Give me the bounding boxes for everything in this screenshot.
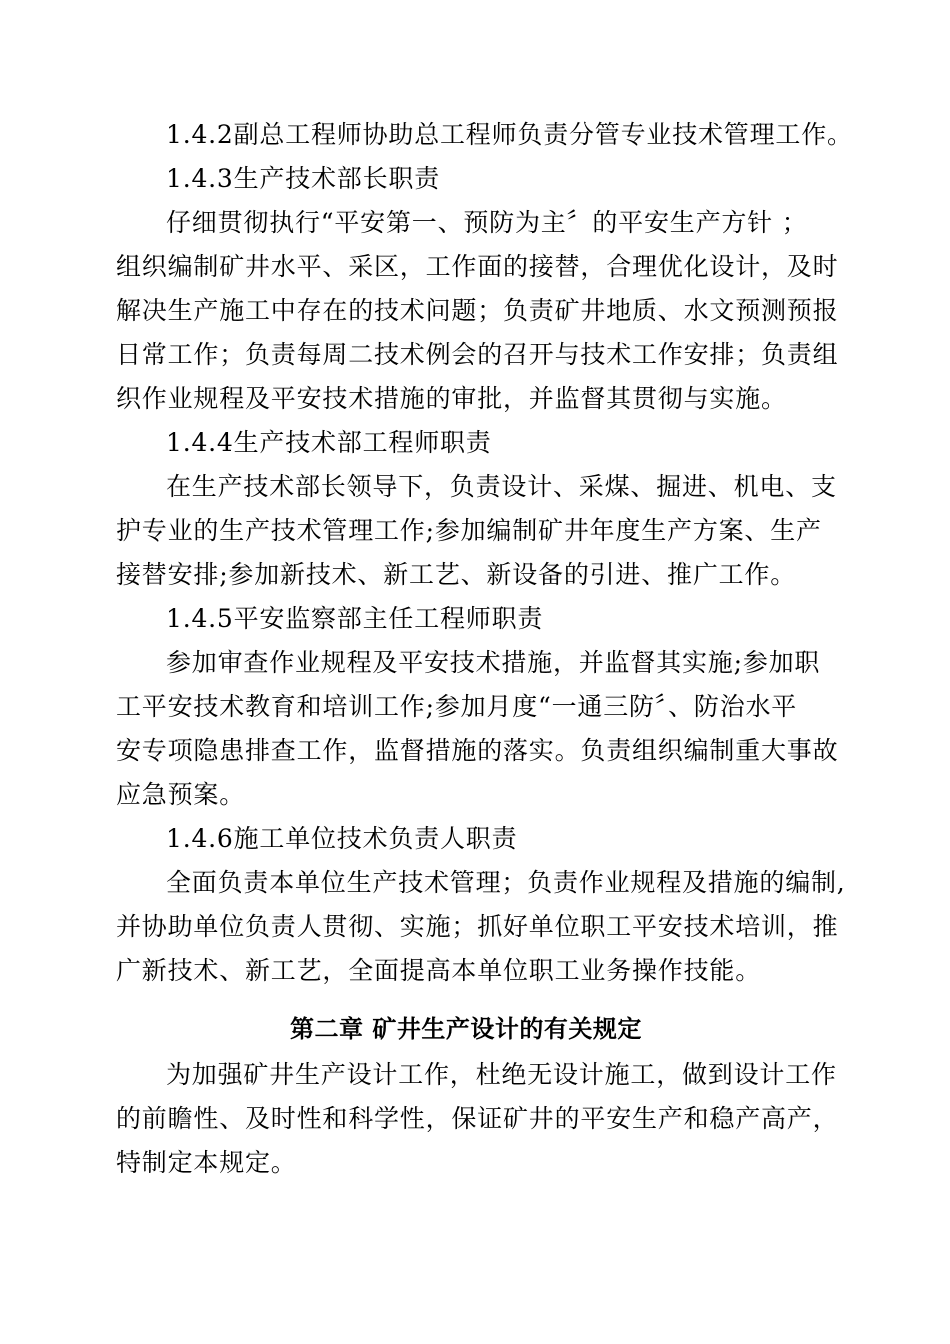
section-heading: 1.4.2副总工程师协助总工程师负责分管专业技术管理工作。 bbox=[166, 120, 853, 149]
section-heading: 1.4.4生产技术部工程师职责 bbox=[166, 428, 492, 457]
paragraph-line: 特制定本规定。 bbox=[116, 1148, 297, 1177]
chapter-title: 第二章 矿井生产设计的有关规定 bbox=[290, 1015, 642, 1043]
paragraph-line: 接替安排;参加新技术、新工艺、新设备的引进、推广工作。 bbox=[116, 560, 797, 589]
paragraph-line: 护专业的生产技术管理工作;参加编制矿井年度生产方案、生产 bbox=[116, 516, 822, 545]
paragraph-line: 并协助单位负责人贯彻、实施；抓好单位职工平安技术培训，推 bbox=[116, 912, 839, 941]
chapter-2 bbox=[116, 1007, 839, 1185]
paragraph-line: 组织编制矿井水平、采区，工作面的接替，合理优化设计，及时 bbox=[116, 252, 839, 281]
paragraph-line: 应急预案。 bbox=[116, 780, 246, 809]
section-1-4-3 bbox=[116, 157, 839, 421]
section-1-4-2 bbox=[116, 113, 853, 157]
paragraph-line: 全面负责本单位生产技术管理；负责作业规程及措施的编制, bbox=[166, 868, 846, 897]
page-content bbox=[116, 113, 853, 1185]
paragraph-line: 的前瞻性、及时性和科学性，保证矿井的平安生产和稳产高产， bbox=[116, 1104, 839, 1133]
paragraph-line: 工平安技术教育和培训工作;参加月度“一通三防〞、防治水平 bbox=[116, 692, 798, 721]
section-heading: 1.4.3生产技术部长职责 bbox=[166, 164, 441, 193]
paragraph-line: 日常工作；负责每周二技术例会的召开与技术工作安排；负责组 bbox=[116, 340, 839, 369]
section-1-4-6 bbox=[116, 817, 846, 993]
section-heading: 1.4.6施工单位技术负责人职责 bbox=[166, 824, 518, 853]
paragraph-line: 参加审查作业规程及平安技术措施，并监督其实施;参加职 bbox=[166, 648, 821, 677]
paragraph-line: 安专项隐患排查工作，监督措施的落实。负责组织编制重大事故 bbox=[116, 736, 839, 765]
paragraph-line: 解决生产施工中存在的技术问题；负责矿井地质、水文预测预报 bbox=[116, 296, 839, 325]
section-heading: 1.4.5平安监察部主任工程师职责 bbox=[166, 604, 544, 633]
paragraph-line: 在生产技术部长领导下，负责设计、采煤、掘进、机电、支 bbox=[166, 472, 837, 501]
paragraph-line: 织作业规程及平安技术措施的审批，并监督其贯彻与实施。 bbox=[116, 384, 787, 413]
paragraph-line: 仔细贯彻执行“平安第一、预防为主〞的平安生产方针 ； bbox=[166, 208, 808, 237]
paragraph-line: 为加强矿井生产设计工作，杜绝无设计施工，做到设计工作 bbox=[166, 1060, 837, 1089]
paragraph-line: 广新技术、新工艺，全面提高本单位职工业务操作技能。 bbox=[116, 956, 762, 985]
section-1-4-4 bbox=[116, 421, 836, 597]
section-1-4-5 bbox=[116, 597, 839, 817]
